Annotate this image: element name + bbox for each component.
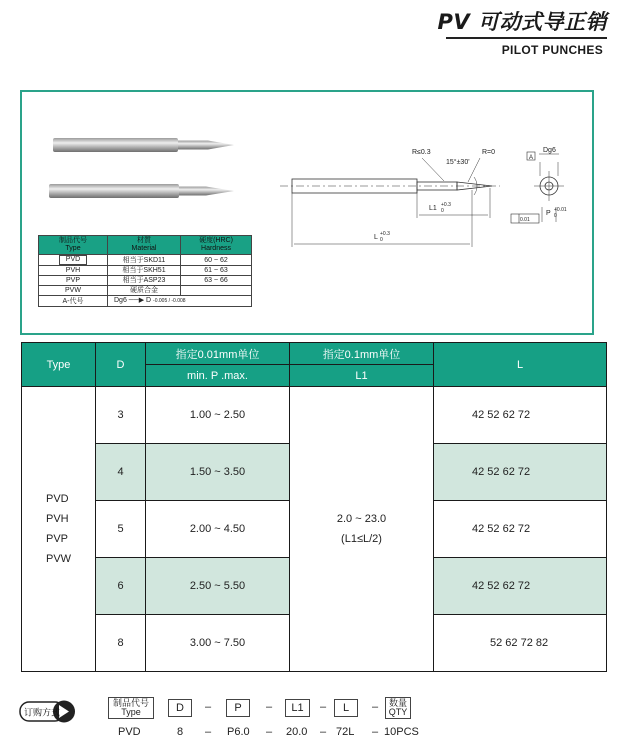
l1-tol-label: +0.3 bbox=[441, 202, 451, 208]
l1-dim-label: L1 bbox=[429, 205, 437, 212]
angle-label: 15°±30' bbox=[446, 159, 470, 166]
header-p-range: min. P .max. bbox=[146, 365, 290, 387]
type-list: PVD PVH PVP PVW bbox=[22, 387, 96, 672]
table-row: 8 3.00 ~ 7.50 52 62 72 82 bbox=[22, 615, 607, 672]
table-row: 6 2.50 ~ 5.50 42 52 62 72 bbox=[22, 558, 607, 615]
page-subtitle: PILOT PUNCHES bbox=[501, 43, 603, 57]
header-l1-unit: 指定0.1mm单位 bbox=[290, 343, 434, 365]
p-tol-label: +0.01 bbox=[554, 207, 567, 213]
technical-drawing bbox=[280, 152, 564, 247]
table-row: 5 2.00 ~ 4.50 42 52 62 72 bbox=[22, 501, 607, 558]
order-example-p: P6.0 bbox=[227, 726, 250, 738]
order-method-icon bbox=[19, 699, 77, 725]
header-type: Type bbox=[22, 343, 96, 387]
page-title: PV 可动式导正销 bbox=[437, 10, 607, 34]
header-p-unit: 指定0.01mm单位 bbox=[146, 343, 290, 365]
l-dim-label: L bbox=[374, 234, 378, 241]
order-dash: – bbox=[320, 701, 327, 713]
order-dash: – bbox=[205, 726, 212, 738]
pin-photo-2 bbox=[49, 184, 234, 198]
pin-photo-1 bbox=[53, 138, 234, 152]
l-tol-label: +0.3 bbox=[380, 231, 390, 237]
dg6-label: Dg6 bbox=[543, 147, 556, 154]
l1-tol2-label: 0 bbox=[441, 208, 444, 214]
order-field-l: L bbox=[334, 699, 358, 717]
material-row: PVP 相当于ASP23 63 ~ 66 bbox=[39, 276, 252, 286]
table-row: 4 1.50 ~ 3.50 42 52 62 72 bbox=[22, 444, 607, 501]
material-row: PVD 相当于SKD11 60 ~ 62 bbox=[39, 255, 252, 266]
order-example-l: 72L bbox=[336, 726, 355, 738]
p-dim-label: P bbox=[546, 210, 551, 217]
order-dash: – bbox=[372, 726, 379, 738]
r-tip-label: R≤0.3 bbox=[412, 149, 431, 156]
material-header-hardness: 硬度(HRC) Hardness bbox=[181, 236, 252, 255]
order-dash: – bbox=[320, 726, 327, 738]
table-row: PVD PVH PVP PVW 3 1.00 ~ 2.50 2.0 ~ 23.0 (L1≤L/2) 42 52 62 72 bbox=[22, 387, 607, 444]
r-zero-label: R=0 bbox=[482, 149, 496, 156]
order-field-p: P bbox=[226, 699, 250, 717]
material-header-material: 材質 Material bbox=[108, 236, 181, 255]
order-example-type: PVD bbox=[118, 726, 141, 738]
order-example-d: 8 bbox=[177, 726, 184, 738]
order-example-qty: 10PCS bbox=[384, 726, 419, 738]
material-row: PVW 硬质合金 bbox=[39, 286, 252, 296]
title-rule bbox=[446, 37, 607, 39]
order-dash: – bbox=[266, 726, 273, 738]
l1-range: 2.0 ~ 23.0 (L1≤L/2) bbox=[290, 387, 434, 672]
header-d: D bbox=[96, 343, 146, 387]
spec-table bbox=[21, 342, 607, 672]
material-header-type: 制品代号 Type bbox=[39, 236, 108, 255]
material-table bbox=[38, 235, 252, 307]
p-tol2-label: 0 bbox=[554, 213, 557, 219]
material-a-code-row: A-代号 Dg6 ──▶ D -0.005 / -0.008 bbox=[39, 296, 252, 307]
order-dash: – bbox=[372, 701, 379, 713]
order-example-l1: 20.0 bbox=[286, 726, 308, 738]
l-tol2-label: 0 bbox=[380, 237, 383, 243]
order-field-type: 制品代号 Type bbox=[108, 697, 154, 719]
order-field-qty: 数量 QTY bbox=[385, 697, 411, 719]
order-field-d: D bbox=[168, 699, 192, 717]
order-field-l1: L1 bbox=[285, 699, 310, 717]
header-l1: L1 bbox=[290, 365, 434, 387]
material-table-header bbox=[39, 236, 252, 255]
header-l: L bbox=[434, 343, 607, 387]
material-row: PVH 相当于SKH51 61 ~ 63 bbox=[39, 266, 252, 276]
order-dash: – bbox=[266, 701, 273, 713]
order-dash: – bbox=[205, 701, 212, 713]
product-illustration-panel bbox=[20, 90, 594, 335]
svg-text:订购方式: 订购方式 bbox=[24, 708, 61, 719]
tolerance-frame-value: 0.01 bbox=[520, 217, 530, 223]
datum-label: A bbox=[529, 155, 534, 161]
